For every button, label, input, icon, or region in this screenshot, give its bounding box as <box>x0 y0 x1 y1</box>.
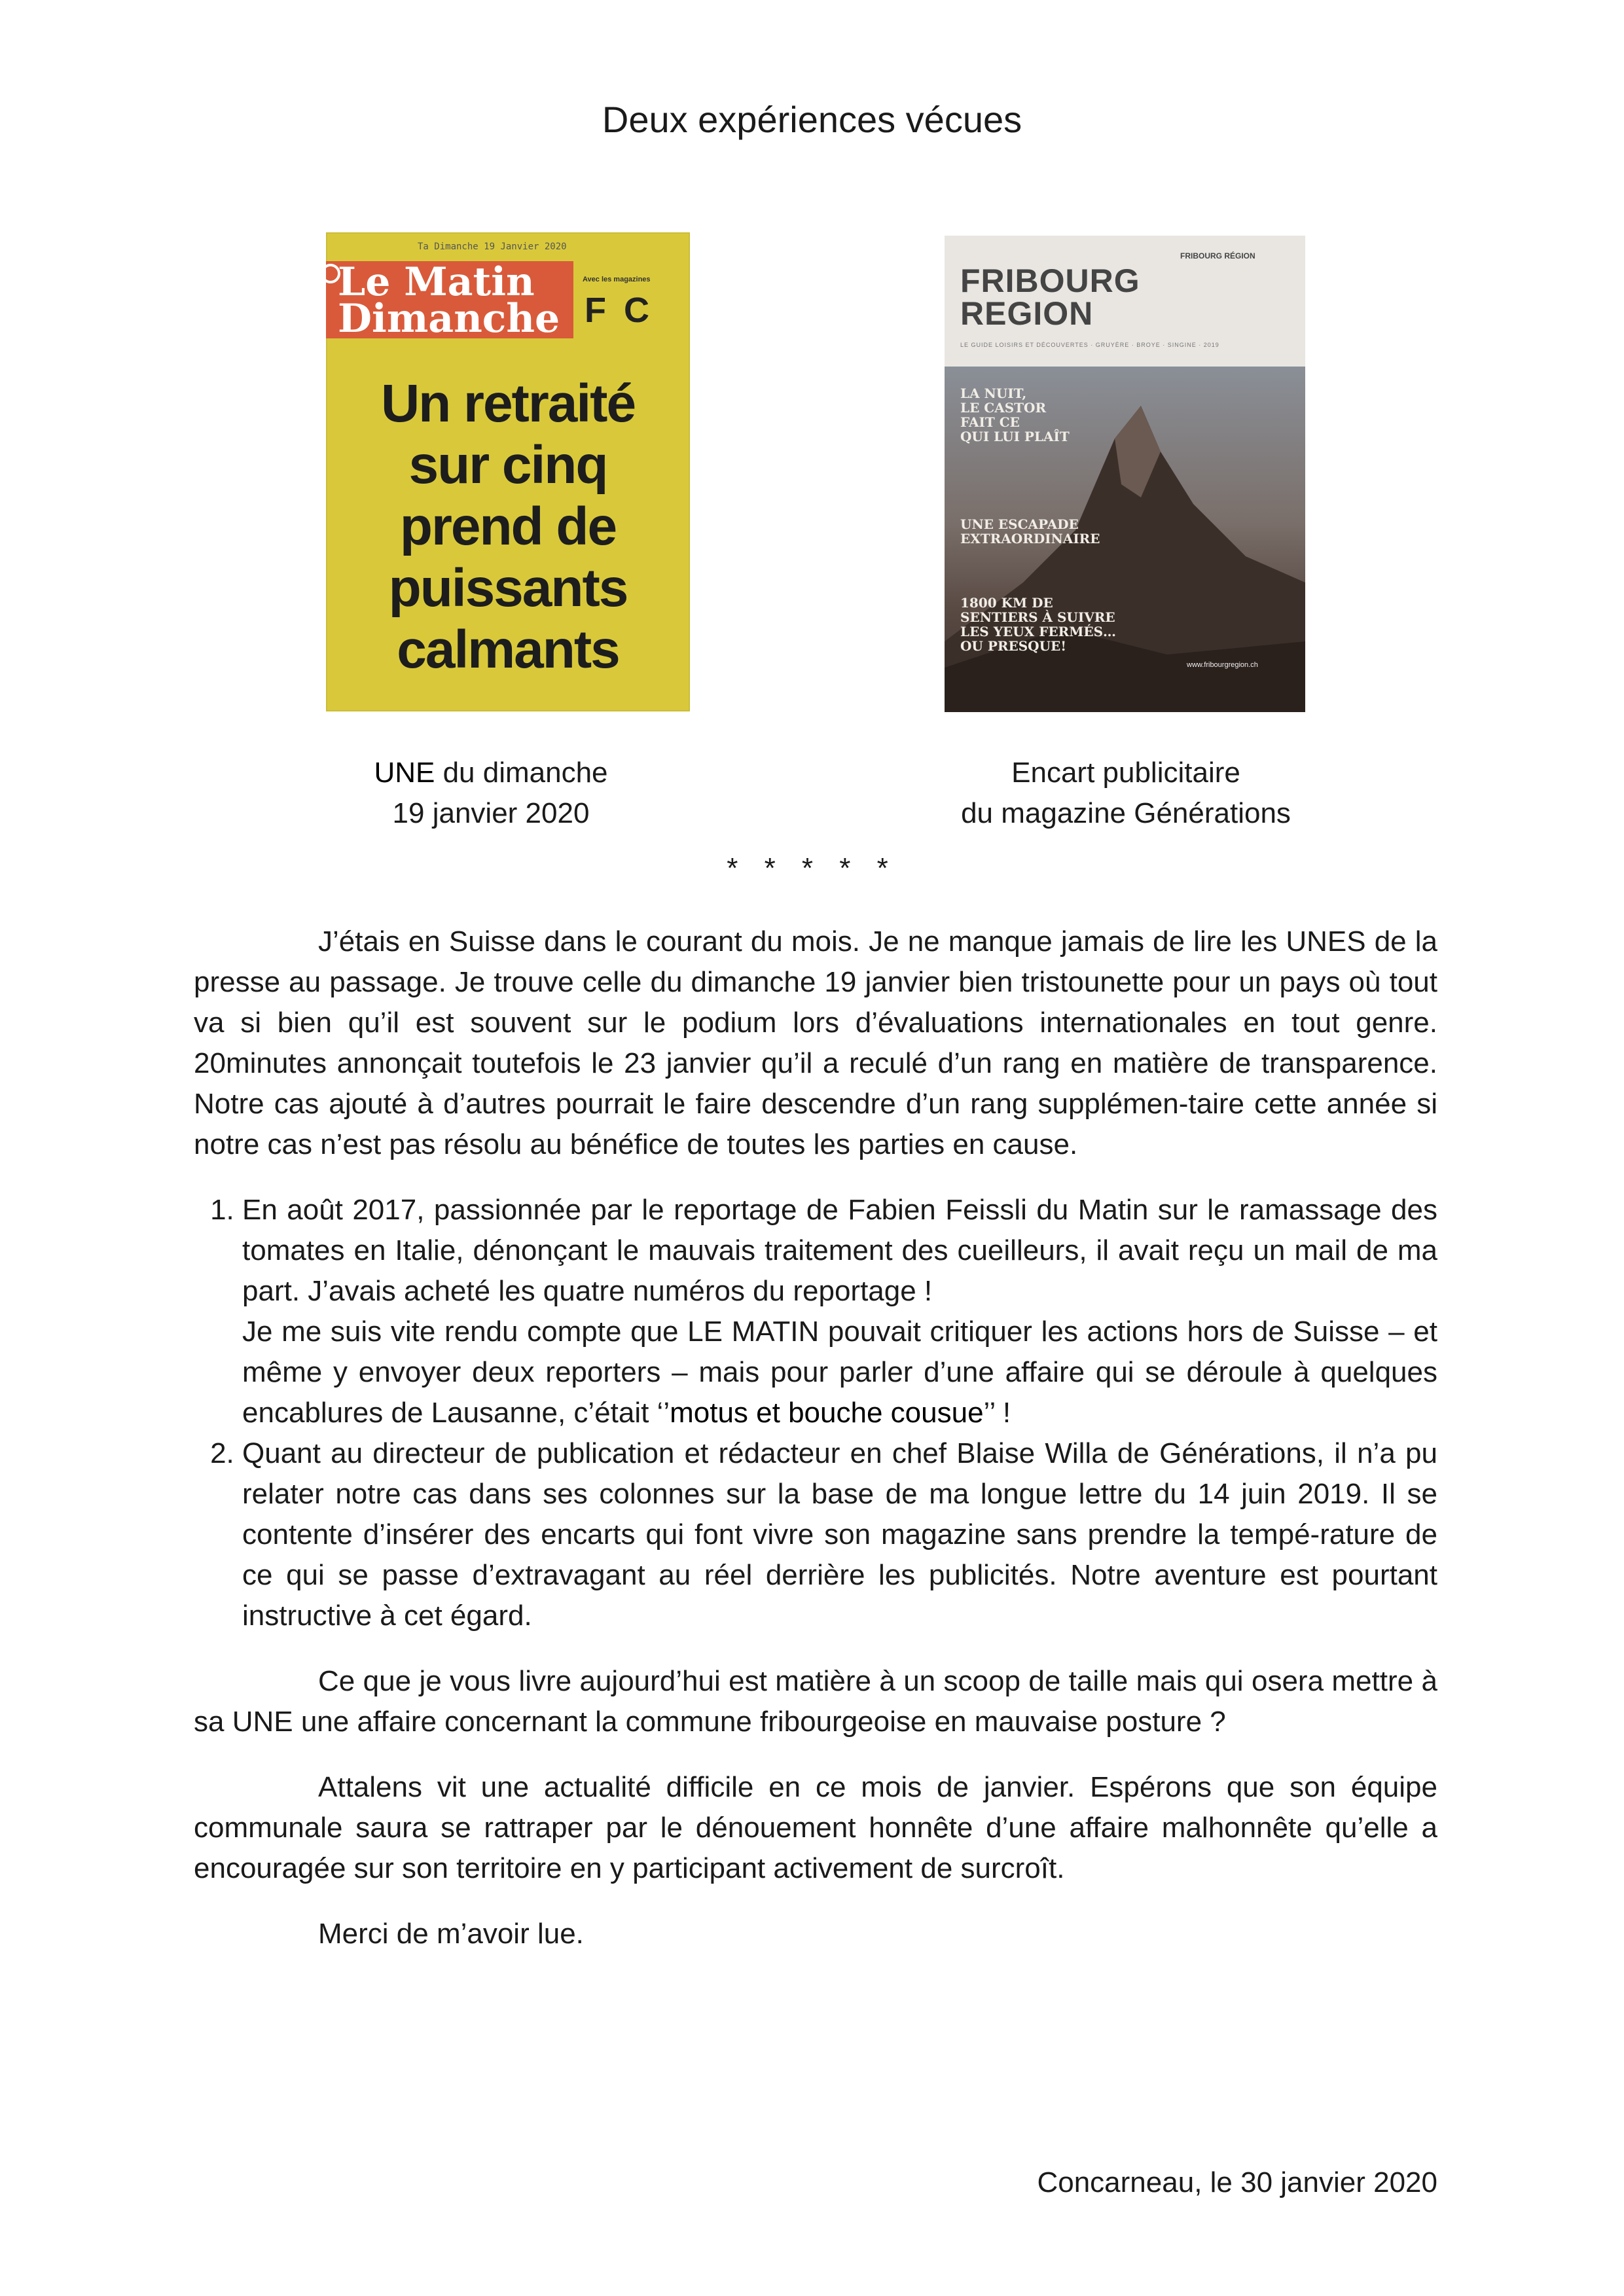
paragraph-2: Ce que je vous livre aujourd’hui est matière à un scoop de taille mais qui osera mettre à sa UNE une affaire concernant la commune fribourgeoise en mauvaise posture ? <box>194 1665 1437 1738</box>
caption-left <box>367 753 615 834</box>
motus-phrase: motus et bouche cousue <box>670 1397 984 1429</box>
caption-right-line1: Encart publicitaire <box>1011 757 1240 789</box>
fribourg-region-cover-image <box>945 236 1305 712</box>
le-matin-dimanche-cover-image <box>326 232 690 711</box>
caption-une: UNE <box>374 757 435 789</box>
list-item-1 <box>242 1190 1437 1433</box>
mountain-photo <box>945 367 1305 712</box>
block-line: UNE ESCAPADE <box>960 516 1079 532</box>
block-line: FAIT CE <box>960 414 1020 430</box>
headline-line: Un retraité <box>380 374 636 433</box>
paragraph-3: Attalens vit une actualité difficile en ce mois de janvier. Espérons que son équipe communale saura se rattraper par le dénouement honnête d’une affaire malhonnête qu’elle a encouragée sur son territoire en y participant activement de surcroît. <box>194 1771 1437 1884</box>
separator-stars: * * * * * <box>727 852 897 884</box>
headline-line: calmants <box>397 620 619 679</box>
caption-right-line2: du magazine Générations <box>961 797 1291 829</box>
headline-line: sur cinq <box>408 435 607 495</box>
cover-url: www.fribourgregion.ch <box>1187 661 1258 669</box>
paragraph-1: J’étais en Suisse dans le courant du mois. Je ne manque jamais de lire les UNES de la presse au passage. Je trouve celle du dimanche 19 janvier bien tristounette pour un pays où tout va si bien qu’il est souvent sur le podium lors d’évaluations internationales en tout genre. 20minutes annonçait toutefois le 23 janvier qu’il a reculé d’un rang en matière de transparence. Notre cas ajouté à d’autres pourrait le faire descendre d’un rang supplémen-taire cette année si notre cas n’est pas résolu au bénéfice de toutes les parties en cause. <box>194 925 1437 1160</box>
block-line: SENTIERS À SUIVRE <box>960 609 1115 625</box>
cover-block-1 <box>960 386 1070 444</box>
page-title: Deux expériences vécues <box>602 99 1022 140</box>
block-line: LES YEUX FERMÉS… <box>960 624 1117 639</box>
document-body <box>194 922 1437 1979</box>
caption-left-date: 19 janvier 2020 <box>392 797 590 829</box>
block-line: OU PRESQUE! <box>960 638 1067 654</box>
cover-date-handwritten: Ta Dimanche 19 Janvier 2020 <box>418 242 567 252</box>
list-item-1-part-2: Je me suis vite rendu compte que LE MATIN pouvait critiquer les actions hors de Suisse – et même y envoyer deux reporters – mais pour parler d’une affaire qui se déroule à quelques encablures de Lausanne, c’était ‘’ <box>242 1316 1437 1429</box>
magazine-note: Avec les magazines <box>583 276 651 283</box>
title-line-2: REGION <box>960 295 1094 332</box>
list-item-1-part-1: En août 2017, passionnée par le reportage de Fabien Feissli du Matin sur le ramassage des tomates en Italie, dénonçant le mauvais traitement des cueilleurs, il avait reçu un mail de ma part. J’avais acheté les quatre numéros du reportage ! <box>242 1194 1437 1307</box>
cover-subtitle: LE GUIDE LOISIRS ET DÉCOUVERTES · GRUYÈRE · BROYE · SINGINE · 2019 <box>960 342 1219 348</box>
fribourg-region-brand: FRIBOURG RÉGION <box>1180 251 1255 260</box>
fribourg-region-title <box>960 264 1140 330</box>
signature-place-date: Concarneau, le 30 janvier 2020 <box>1037 2166 1437 2198</box>
magazine-letters: F C <box>585 291 653 330</box>
block-line: EXTRAORDINAIRE <box>960 531 1100 547</box>
block-line: LA NUIT, <box>960 386 1027 401</box>
cover-block-2 <box>960 517 1100 546</box>
title-line-1: FRIBOURG <box>960 262 1140 299</box>
le-matin-logo <box>326 259 573 342</box>
logo-line-2: Dimanche <box>338 296 560 342</box>
list-item-1-end: ’’ ! <box>983 1397 1011 1429</box>
block-line: LE CASTOR <box>960 400 1047 416</box>
numbered-list <box>194 1190 1437 1636</box>
logo-line-1: Le Matin <box>338 259 535 305</box>
caption-left-rest: du dimanche <box>435 757 608 789</box>
headline-line: prend de <box>399 497 617 556</box>
headline-line: puissants <box>388 558 628 618</box>
cover-headline <box>326 373 690 681</box>
cover-block-3 <box>960 596 1116 653</box>
block-line: QUI LUI PLAÎT <box>960 429 1070 444</box>
caption-right <box>943 753 1309 834</box>
block-line: 1800 KM DE <box>960 595 1053 611</box>
paragraph-4: Merci de m’avoir lue. <box>318 1918 584 1950</box>
list-item-2: 2. Quant au directeur de publication et rédacteur en chef Blaise Willa de Générations, il n’a pu relater notre cas dans ses colonnes sur la base de ma longue lettre du 14 juin 2019. Il se contente d’insérer des encarts qui font vivre son magazine sans prendre la tempé-rature de ce qui se passe d’extravagant au réel derrière les publicités. Notre aventure est pourtant instructive à cet égard. <box>242 1433 1437 1636</box>
